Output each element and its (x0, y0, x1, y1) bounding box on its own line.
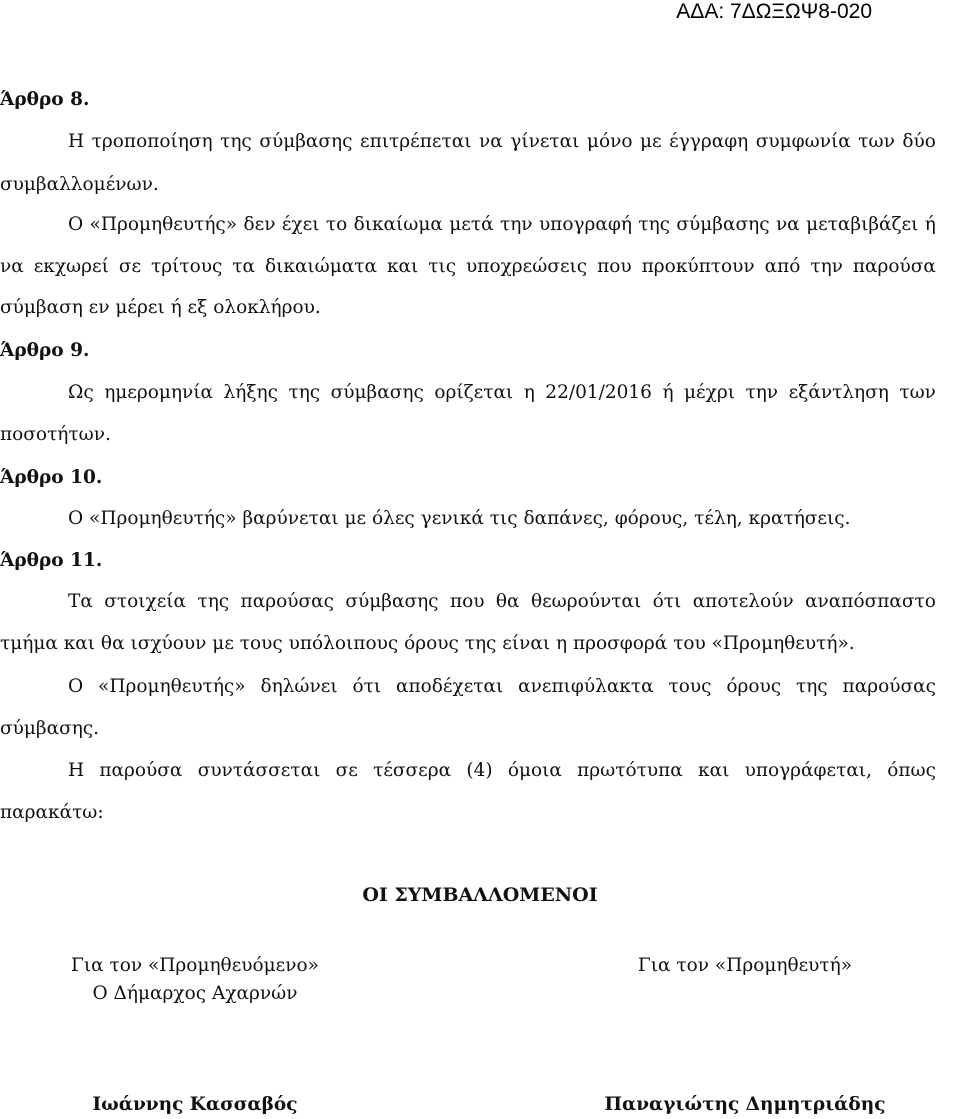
word: στοιχεία (104, 591, 187, 612)
word: συμφωνία (755, 131, 851, 152)
word: και (698, 760, 730, 781)
word: της (220, 131, 252, 152)
word: τις (428, 256, 457, 277)
word: σε (335, 760, 358, 781)
word: από (764, 256, 801, 277)
article-8-paragraph-1-line-2: συμβαλλομένων. (0, 174, 159, 195)
article-8-paragraph-2-line-1 (68, 213, 936, 237)
article-11-paragraph-3-line-2: παρακάτω: (0, 802, 104, 823)
word: λήξης (223, 382, 278, 403)
word: έγγραφη (669, 131, 749, 152)
word: ανεπιφύλακτα (518, 676, 654, 697)
word: Ως (68, 382, 94, 403)
word: ότι (352, 676, 382, 697)
word: ή (662, 382, 674, 403)
word: 22/01/2016 (545, 382, 652, 403)
word: ή (924, 214, 936, 235)
word: επιτρέπεται (360, 131, 472, 152)
article-11-paragraph-1-line-2: τμήμα και θα ισχύουν με τους υπόλοιπους όρους της είναι η προσφορά του «Προμηθευτή». (0, 633, 855, 654)
article-10-paragraph-1-line-1: Ο «Προμηθευτής» βαρύνεται με όλες γενικά τις δαπάνες, φόρους, τέλη, κρατήσεις. (68, 508, 851, 529)
word: το (325, 214, 348, 235)
word: όπως (887, 760, 936, 781)
article-10-heading: Άρθρο 10. (0, 467, 103, 488)
word: (4) (466, 760, 493, 781)
word: τέσσερα (373, 760, 452, 781)
word: αποτελούν (692, 591, 794, 612)
word: σύμβασης (259, 131, 353, 152)
left-signatory-block (55, 952, 335, 1008)
word: της (288, 382, 321, 403)
word: αποδέχεται (395, 676, 504, 697)
word: μέχρι (684, 382, 735, 403)
word: δικαίωμα (353, 214, 443, 235)
word: παρούσας (842, 676, 936, 697)
word: τροποποίηση (91, 131, 213, 152)
word: γίνεται (510, 131, 580, 152)
left-signatory-role: Για τον «Προμηθευόμενο» (71, 955, 319, 976)
word: δικαιώματα (264, 256, 378, 277)
word: «Προμηθευτής» (98, 676, 246, 697)
word: έχει (281, 214, 320, 235)
word: μόνο (586, 131, 633, 152)
word: αναπόσπαστο (805, 591, 936, 612)
word: Τα (68, 591, 93, 612)
article-9-paragraph-1-line-1 (68, 381, 936, 405)
left-signatory-name: Ιωάννης Κασσαβός (92, 1094, 298, 1115)
article-11-paragraph-1-line-1 (68, 590, 936, 614)
word: θεωρούνται (530, 591, 642, 612)
word: και (386, 256, 419, 277)
article-9-paragraph-1-line-2: ποσοτήτων. (0, 424, 111, 445)
word: σύμβασης (345, 591, 439, 612)
word: δεν (243, 214, 276, 235)
word: προκύπτουν (641, 256, 755, 277)
word: της (638, 214, 671, 235)
word: που (449, 591, 485, 612)
word: θα (495, 591, 520, 612)
word: σύμβασης (330, 382, 424, 403)
word: παρούσα (852, 256, 936, 277)
article-8-heading: Άρθρο 8. (0, 89, 90, 110)
word: ημερομηνία (104, 382, 214, 403)
word: την (499, 214, 533, 235)
word: εξάντληση (788, 382, 889, 403)
word: δύο (902, 131, 936, 152)
word: της (795, 676, 828, 697)
word: Ο (68, 676, 84, 697)
word: παρούσας (240, 591, 334, 612)
word: την (810, 256, 843, 277)
right-signatory-role: Για τον «Προμηθευτή» (637, 955, 853, 976)
article-9-heading: Άρθρο 9. (0, 340, 90, 361)
word: Η (68, 131, 85, 152)
signatories-title: ΟΙ ΣΥΜΒΑΛΛΟΜΕΝΟΙ (362, 884, 598, 906)
ada-code: ΑΔΑ: 7ΔΩΞΩΨ8-020 (676, 0, 872, 23)
right-signatory-name: Παναγιώτης Δημητριάδης (604, 1094, 886, 1115)
word: υπογραφή (538, 214, 632, 235)
article-11-paragraph-3-line-1 (68, 759, 936, 783)
word: σύμβασης (676, 214, 770, 235)
word: της (197, 591, 230, 612)
word: των (899, 382, 936, 403)
word: μεταβιβάζει (806, 214, 919, 235)
word: παρούσα (99, 760, 183, 781)
word: των (858, 131, 895, 152)
word: που (597, 256, 632, 277)
word: να (775, 214, 800, 235)
word: Ο (68, 214, 84, 235)
word: ότι (652, 591, 682, 612)
right-signatory-block (600, 952, 890, 980)
article-11-paragraph-2-line-1 (68, 675, 936, 699)
article-8-paragraph-2-line-2 (0, 255, 936, 279)
word: υποχρεώσεις (466, 256, 588, 277)
word: ορίζεται (434, 382, 514, 403)
word: με (640, 131, 662, 152)
article-11-heading: Άρθρο 11. (0, 550, 103, 571)
word: όμοια (507, 760, 562, 781)
word: η (523, 382, 535, 403)
word: μετά (449, 214, 494, 235)
word: να (478, 131, 503, 152)
word: «Προμηθευτής» (89, 214, 238, 235)
word: την (745, 382, 779, 403)
article-8-paragraph-2-line-3: σύμβαση εν μέρει ή εξ ολοκλήρου. (0, 297, 321, 318)
word: υπογράφεται, (744, 760, 872, 781)
word: σε (118, 256, 142, 277)
word: τρίτους (150, 256, 223, 277)
word: συντάσσεται (197, 760, 321, 781)
word: δηλώνει (260, 676, 338, 697)
article-11-paragraph-2-line-2: σύμβασης. (0, 718, 100, 739)
left-signatory-title: Ο Δήμαρχος Αχαρνών (92, 983, 298, 1004)
word: Η (68, 760, 85, 781)
word: τα (232, 256, 256, 277)
word: όρους (726, 676, 782, 697)
article-8-paragraph-1-line-1 (68, 130, 936, 154)
word: να (0, 256, 24, 277)
word: εκχωρεί (33, 256, 109, 277)
word: πρωτότυπα (577, 760, 683, 781)
word: τους (668, 676, 712, 697)
